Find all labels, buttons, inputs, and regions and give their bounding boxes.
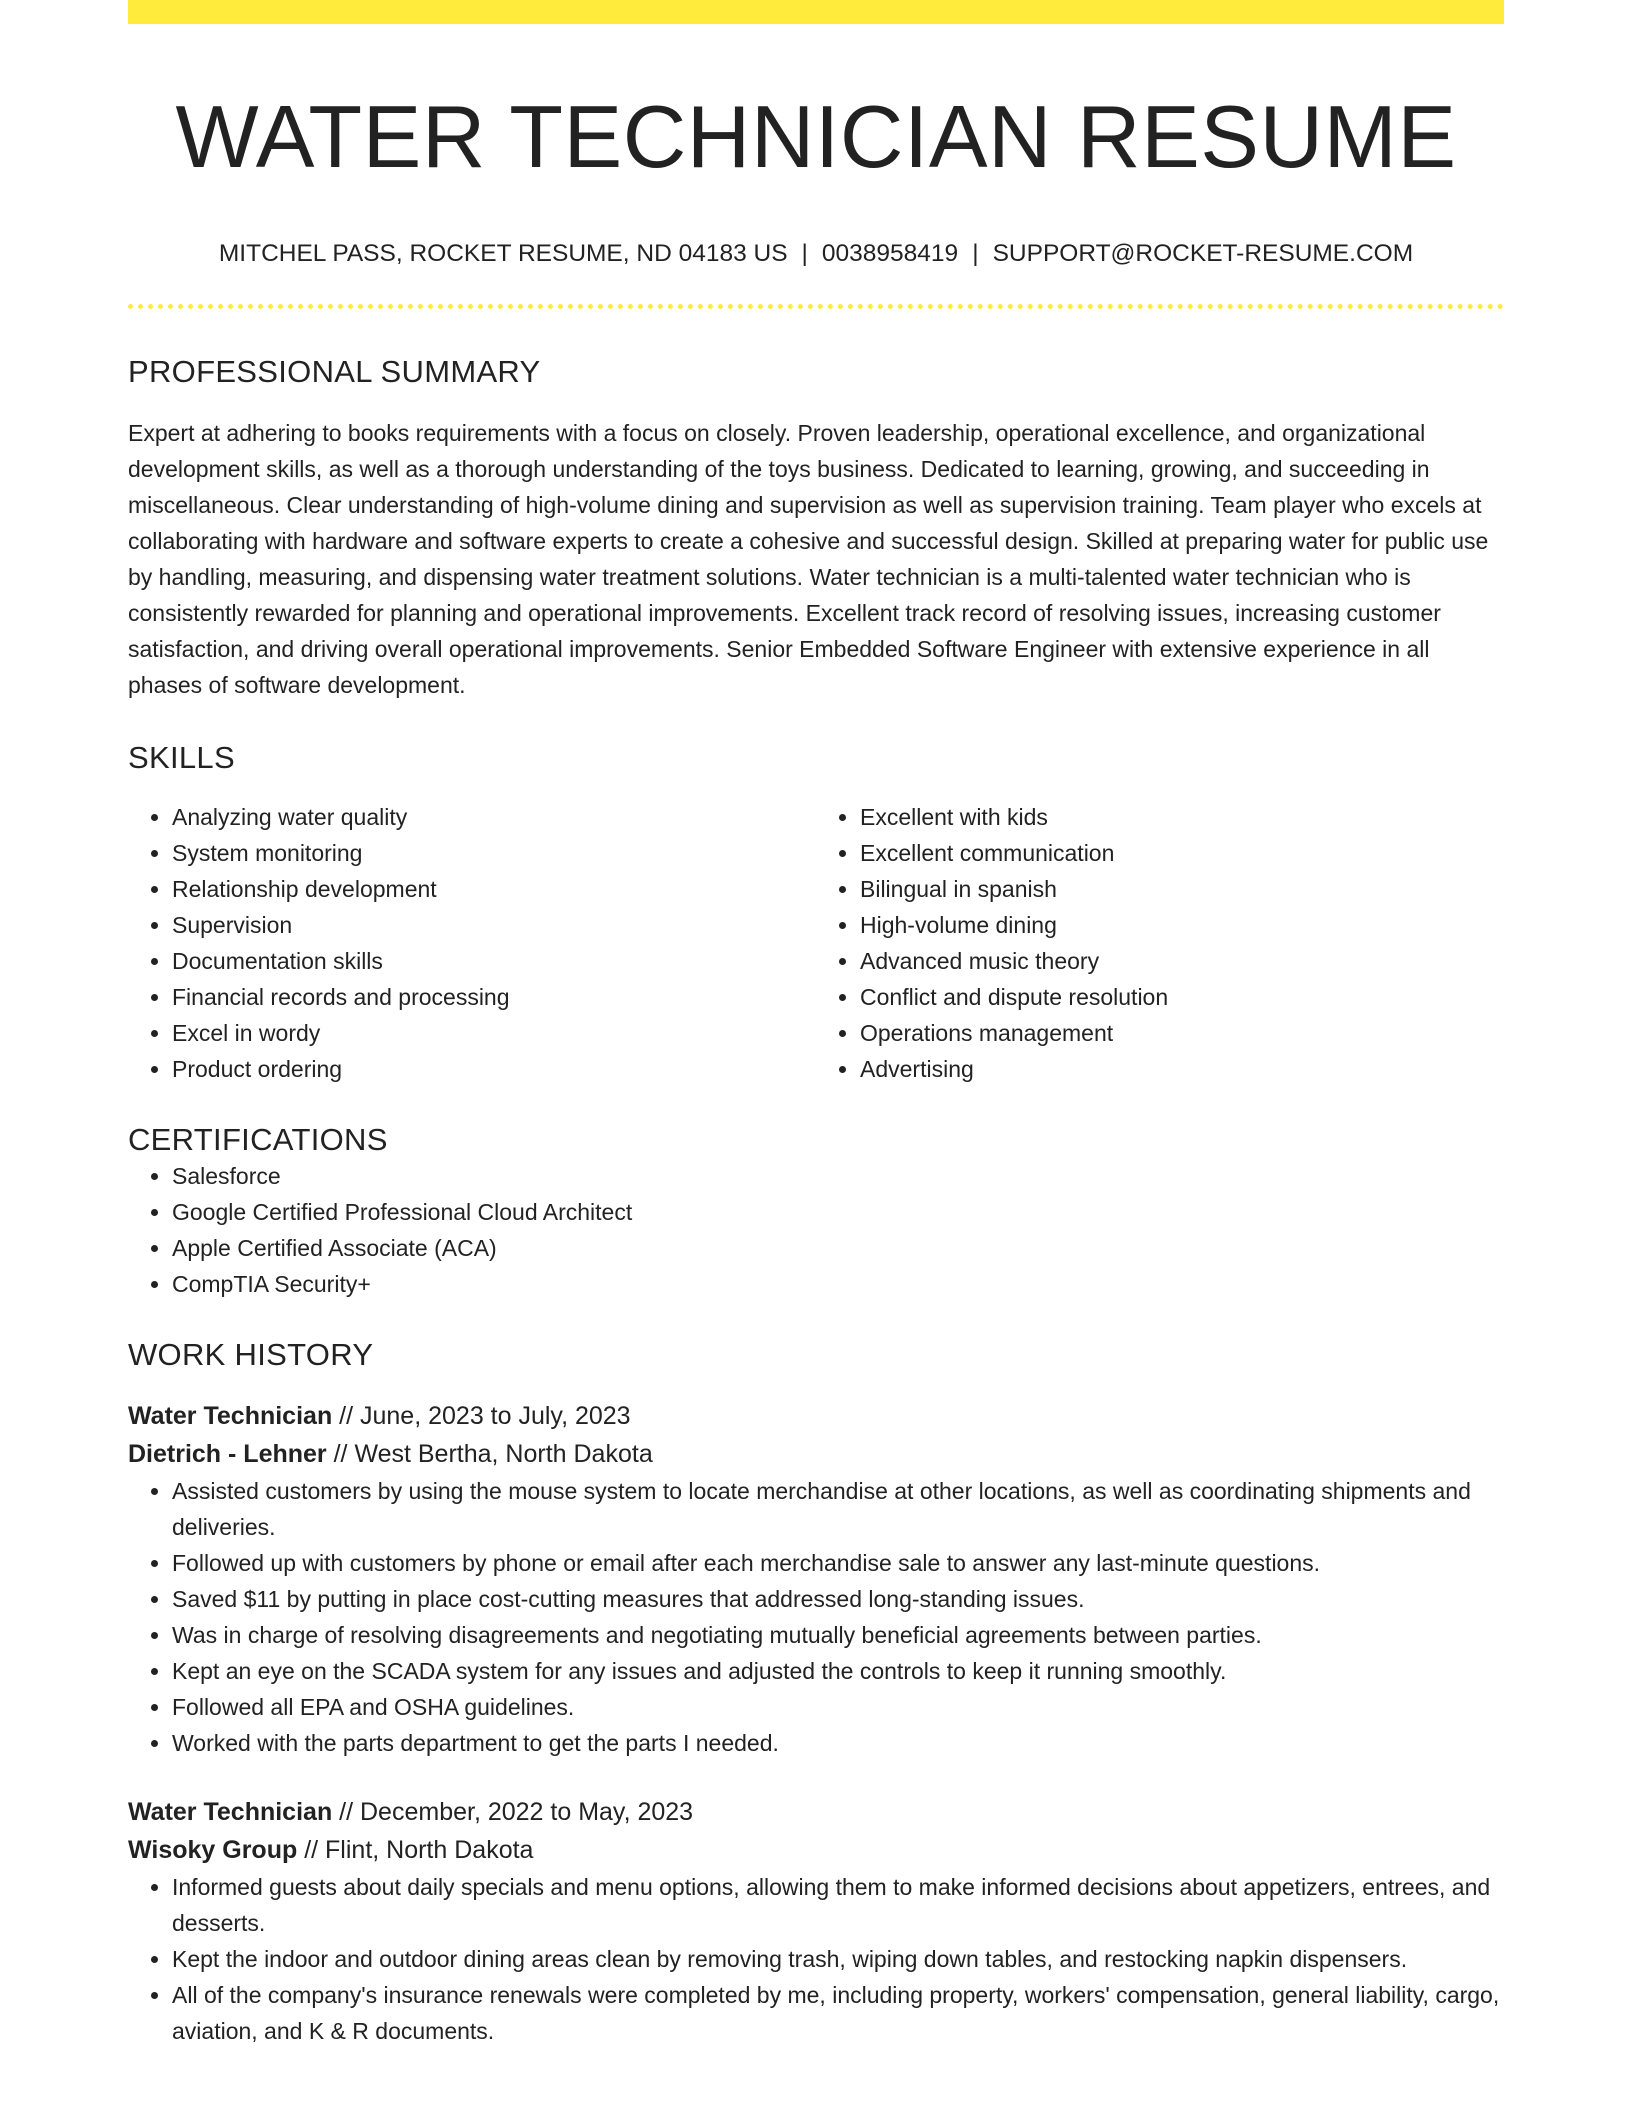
certification-item: • Google Certified Professional Cloud Architect xyxy=(172,1194,1504,1230)
skill-item: • Conflict and dispute resolution xyxy=(860,979,1504,1015)
certification-item: • Apple Certified Associate (ACA) xyxy=(172,1230,1504,1266)
job-title: Water Technician xyxy=(128,1402,333,1431)
job-entry xyxy=(128,1397,1504,1761)
contact-separator: | xyxy=(801,239,808,267)
job-bullet: • Saved $11 by putting in place cost-cutting measures that addressed long-standing issues. xyxy=(172,1581,1504,1617)
skill-item: • Excellent with kids xyxy=(860,799,1504,835)
skill-item: • High-volume dining xyxy=(860,907,1504,943)
summary-heading: PROFESSIONAL SUMMARY xyxy=(128,353,541,389)
job-location: // Flint, North Dakota xyxy=(297,1836,534,1865)
skill-item: • Advanced music theory xyxy=(860,943,1504,979)
job-company-line xyxy=(128,1435,1504,1473)
skill-item: • Product ordering xyxy=(172,1051,816,1087)
certifications-list xyxy=(128,1158,1504,1302)
skill-item: • Relationship development xyxy=(172,871,816,907)
skill-item: • Analyzing water quality xyxy=(172,799,816,835)
job-bullet: • Was in charge of resolving disagreements and negotiating mutually beneficial agreements between parties. xyxy=(172,1617,1504,1653)
skill-item: • Excel in wordy xyxy=(172,1015,816,1051)
job-bullet: • Informed guests about daily specials and menu options, allowing them to make informed decisions about appetizers, entrees, and desserts. xyxy=(172,1869,1504,1941)
job-title-line xyxy=(128,1397,1504,1435)
job-title: Water Technician xyxy=(128,1798,333,1827)
job-bullet: • Assisted customers by using the mouse system to locate merchandise at other locations, as well as coordinating shipments and deliveries. xyxy=(172,1473,1504,1545)
contact-separator: | xyxy=(972,239,979,267)
contact-email: SUPPORT@ROCKET-RESUME.COM xyxy=(992,239,1414,267)
contact-phone: 0038958419 xyxy=(821,239,959,267)
job-dates: // June, 2023 to July, 2023 xyxy=(332,1402,631,1431)
job-title-line xyxy=(128,1793,1504,1831)
job-bullet-list xyxy=(128,1473,1504,1761)
top-accent-bar xyxy=(128,0,1504,24)
job-bullet: • Worked with the parts department to get the parts I needed. xyxy=(172,1725,1504,1761)
skill-item: • Supervision xyxy=(172,907,816,943)
contact-line xyxy=(128,240,1504,268)
job-dates: // December, 2022 to May, 2023 xyxy=(332,1798,694,1827)
resume-title: WATER TECHNICIAN RESUME xyxy=(175,87,1457,186)
job-bullet: • Followed all EPA and OSHA guidelines. xyxy=(172,1689,1504,1725)
job-bullet: • Kept an eye on the SCADA system for any issues and adjusted the controls to keep it running smoothly. xyxy=(172,1653,1504,1689)
job-bullet-list xyxy=(128,1869,1504,2049)
summary-text: Expert at adhering to books requirements with a focus on closely. Proven leadership, operational excellence, and organizational development skills, as well as a thorough understanding of the toys business. Dedicated to learning, growing, and succeeding in miscellaneous. Clear understanding of high-volume dining and supervision as well as supervision training. Team player who excels at collaborating with hardware and software experts to create a cohesive and successful design. Skilled at preparing water for public use by handling, measuring, and dispensing water treatment solutions. Water technician is a multi-talented water technician who is consistently rewarded for planning and operational improvements. Excellent track record of resolving issues, increasing customer satisfaction, and driving overall operational improvements. Senior Embedded Software Engineer with extensive experience in all phases of software development. xyxy=(128,419,1489,698)
contact-address: MITCHEL PASS, ROCKET RESUME, ND 04183 US xyxy=(218,239,788,267)
skill-item: • Advertising xyxy=(860,1051,1504,1087)
skill-item: • Financial records and processing xyxy=(172,979,816,1015)
skill-item: • Documentation skills xyxy=(172,943,816,979)
job-location: // West Bertha, North Dakota xyxy=(326,1440,653,1469)
dotted-divider xyxy=(128,304,1504,309)
job-bullet: • Kept the indoor and outdoor dining areas clean by removing trash, wiping down tables, and restocking napkin dispensers. xyxy=(172,1941,1504,1977)
skill-item: • Bilingual in spanish xyxy=(860,871,1504,907)
job-bullet: • Followed up with customers by phone or email after each merchandise sale to answer any last-minute questions. xyxy=(172,1545,1504,1581)
job-company: Wisoky Group xyxy=(128,1836,298,1865)
skill-item: • Operations management xyxy=(860,1015,1504,1051)
certification-item: • CompTIA Security+ xyxy=(172,1266,1504,1302)
skill-item: • System monitoring xyxy=(172,835,816,871)
job-bullet: • All of the company's insurance renewals were completed by me, including property, workers' compensation, general liability, cargo, aviation, and K & R documents. xyxy=(172,1977,1504,2049)
job-company: Dietrich - Lehner xyxy=(128,1440,327,1469)
work-history-heading: WORK HISTORY xyxy=(128,1337,374,1373)
job-company-line xyxy=(128,1831,1504,1869)
job-entry xyxy=(128,1793,1504,2049)
certification-item: • Salesforce xyxy=(172,1158,1504,1194)
skills-heading: SKILLS xyxy=(128,739,235,775)
skills-list-left xyxy=(128,799,816,1087)
skills-columns xyxy=(128,799,1504,1087)
skill-item: • Excellent communication xyxy=(860,835,1504,871)
certifications-heading: CERTIFICATIONS xyxy=(128,1121,388,1157)
resume-page xyxy=(128,0,1504,2049)
skills-list-right xyxy=(816,799,1504,1087)
